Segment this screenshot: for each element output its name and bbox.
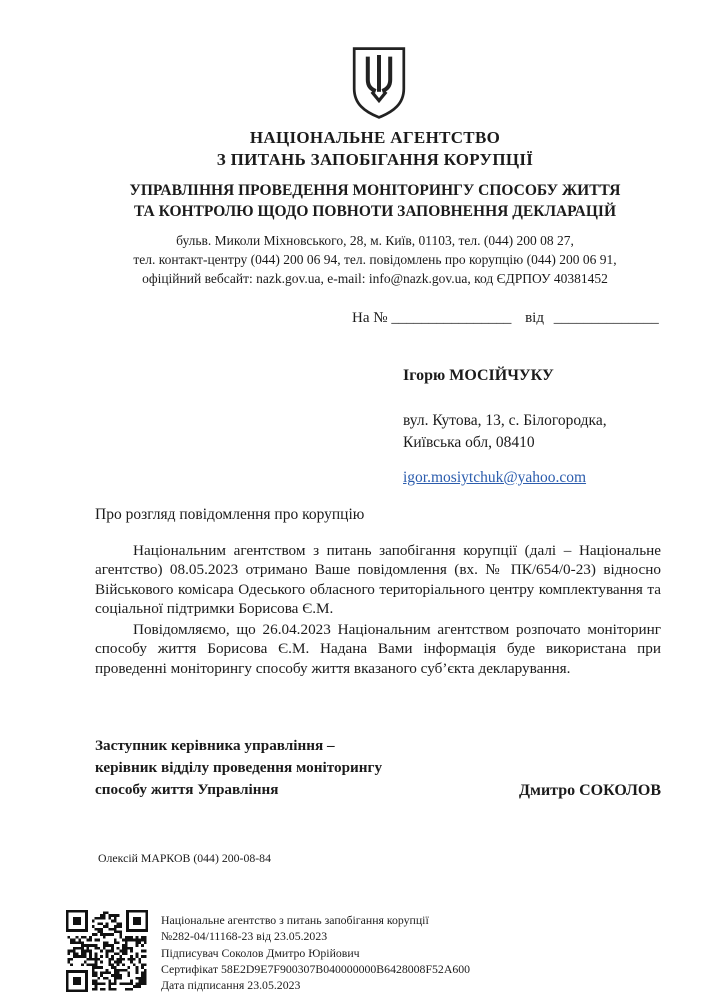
division-line1: УПРАВЛІННЯ ПРОВЕДЕННЯ МОНІТОРИНГУ СПОСОБУ ЖИТТЯ [129,182,621,199]
letter-body [95,541,661,678]
stamp-doc-number: №282-04/11168-23 від 23.05.2023 [161,929,328,944]
reference-date-label: від [525,310,544,326]
ukraine-trident-emblem-icon [347,46,411,120]
org-name-line1: НАЦІОНАЛЬНЕ АГЕНТСТВО [249,128,501,147]
org-address-line3: офіційний вебсайт: nazk.gov.ua, e-mail: info@nazk.gov.ua, код ЄДРПОУ 40381452 [142,271,608,286]
recipient-name: Ігорю МОСІЙЧУКУ [403,367,554,384]
reference-number-blank: ________________ [391,310,512,326]
qr-code-icon [66,910,148,992]
letterhead [40,127,703,288]
org-name-line2: З ПИТАНЬ ЗАПОБІГАННЯ КОРУПЦІЇ [216,150,534,169]
signer-name: Дмитро СОКОЛОВ [519,782,661,799]
org-address-line1: бульв. Миколи Міхновського, 28, м. Київ, 01103, тел. (044) 200 08 27, [176,233,574,248]
recipient-address-line1: вул. Кутова, 13, с. Білогородка, [403,412,607,429]
body-paragraph-1: Національним агентством з питань запобігання корупції (далі – Національне агентство) 08.05.2023 отримано Ваше повідомлення (вх. № ПК/654/0-23) відносно Військового комісара Одеського обласного територіального центру комплектування та соціальної підтримки Борисова Є.М. [95,542,661,617]
letter-subject: Про розгляд повідомлення про корупцію [95,506,365,523]
signer-position-line1: Заступник керівника управління – [95,737,335,754]
signer-position-line2: керівник відділу проведення моніторингу [95,759,383,776]
division-line2: ТА КОНТРОЛЮ ЩОДО ПОВНОТИ ЗАПОВНЕННЯ ДЕКЛАРАЦІЙ [133,203,617,220]
stamp-sign-date: Дата підписання 23.05.2023 [161,978,301,993]
signer-position-line3: способу життя Управління [95,781,279,798]
executor-contact: Олексій МАРКОВ (044) 200-08-84 [98,851,271,865]
recipient-email-link[interactable]: igor.mosiytchuk@yahoo.com [403,469,587,486]
stamp-signer: Підписувач Соколов Дмитро Юрійович [161,945,360,960]
reference-date-blank: ______________ [553,310,659,326]
recipient-block [403,365,607,489]
reference-prefix: На № [352,310,388,326]
recipient-address-line2: Київська обл, 08410 [403,434,535,451]
stamp-certificate: Сертифікат 58E2D9E7F900307B040000000B6428008F52A600 [161,961,471,976]
digital-signature-stamp [66,910,470,993]
signature-block [95,735,661,801]
stamp-org-name: Національне агентство з питань запобігання корупції [161,913,429,927]
org-address-line2: тел. контакт-центру (044) 200 06 94, тел. повідомлень про корупцію (044) 200 06 91, [133,252,617,267]
body-paragraph-2: Повідомляємо, що 26.04.2023 Національним агентством розпочато моніторинг способу життя Борисова Є.М. Надана Вами інформація буде використана при проведенні моніторингу способу життя вказаного суб’єкта декларування. [95,621,661,677]
reference-number-line [352,310,659,327]
